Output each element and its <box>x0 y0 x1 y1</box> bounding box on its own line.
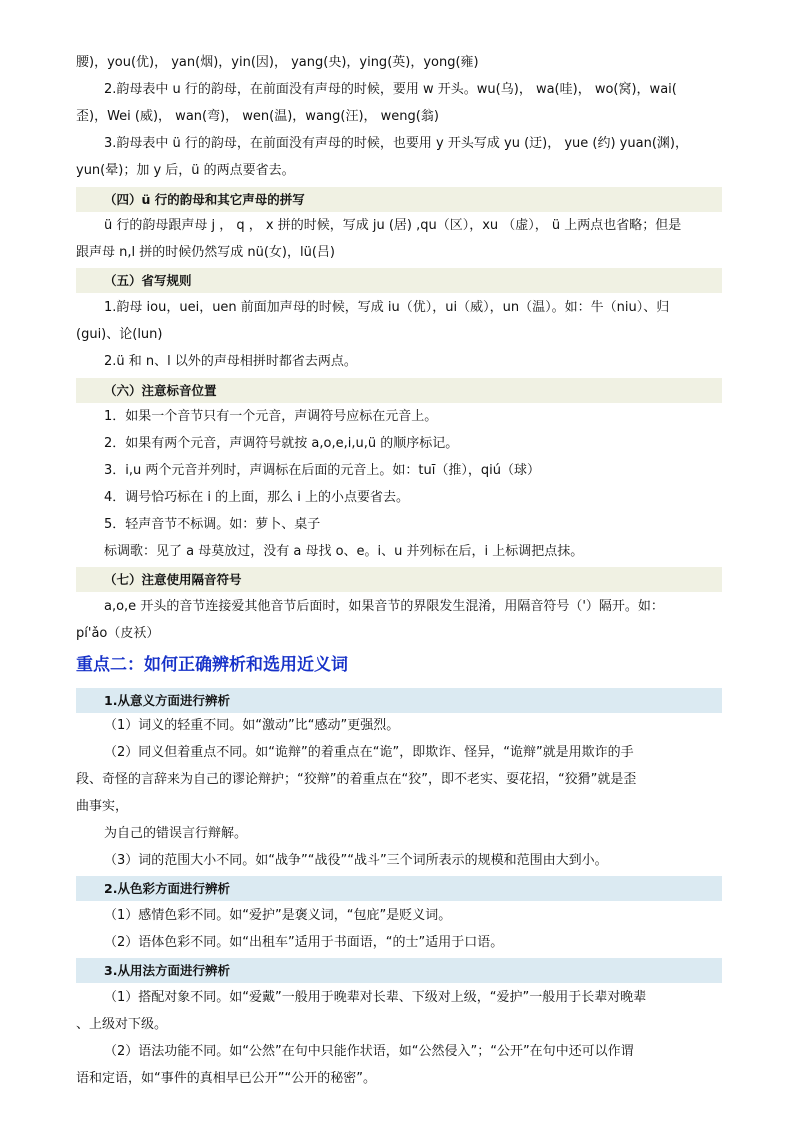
section-heading: 重点二：如何正确辨析和选用近义词 <box>76 655 348 675</box>
subheading: （六）注意标音位置 <box>104 383 217 398</box>
paragraph-line: 、上级对下级。 <box>76 1017 168 1032</box>
paragraph-line: 3．i,u 两个元音并列时，声调标在后面的元音上。如：tuī（推），qiú（球） <box>104 463 540 478</box>
paragraph-line: （1）搭配对象不同。如“爱戴”一般用于晚辈对长辈、下级对上级，“爱护”一般用于长辈对晚辈 <box>104 990 647 1005</box>
subheading: 3.从用法方面进行辨析 <box>104 963 230 978</box>
subheading-band <box>76 187 722 212</box>
subheading-band <box>76 567 722 592</box>
paragraph-line: 标调歌：见了 a 母莫放过，没有 a 母找 o、e。i、u 并列标在后，i 上标调把点抹。 <box>104 544 584 559</box>
paragraph-line: 4．调号恰巧标在 i 的上面，那么 i 上的小点要省去。 <box>104 490 410 505</box>
paragraph-line: 歪)，Wei (威)， wan(弯)， wen(温)，wang(汪)， weng(翁) <box>76 109 439 124</box>
paragraph-line: 语和定语，如“事件的真相早已公开”“公开的秘密”。 <box>76 1071 376 1086</box>
subheading: 2.从色彩方面进行辨析 <box>104 881 230 896</box>
paragraph-line: 跟声母 n,l 拼的时候仍然写成 nü(女)，lü(吕) <box>76 245 335 260</box>
subheading: 1.从意义方面进行辨析 <box>104 693 230 708</box>
paragraph-line: 2.ü 和 n、l 以外的声母相拼时都省去两点。 <box>104 354 357 369</box>
paragraph-line: ü 行的韵母跟声母 j ， q ， x 拼的时候，写成 ju (居) ,qu（区），xu （虚）， ü 上两点也省略；但是 <box>104 218 682 233</box>
paragraph-line: （1）词义的轻重不同。如“激动”比“感动”更强烈。 <box>104 718 400 733</box>
paragraph-line: 1.韵母 iou，uei，uen 前面加声母的时候，写成 iu（优），ui（威），un（温）。如：牛（niu）、归 <box>104 300 670 315</box>
paragraph-line: （2）语法功能不同。如“公然”在句中只能作状语，如“公然侵入”；“公开”在句中还可以作谓 <box>104 1044 634 1059</box>
subheading-band <box>76 688 722 713</box>
paragraph-line: 3.韵母表中 ü 行的韵母，在前面没有声母的时候，也要用 y 开头写成 yu (迂)， yue (约) yuan(渊)， <box>104 136 688 151</box>
paragraph-line: a,o,e 开头的音节连接爱其他音节后面时，如果音节的界限发生混淆，用隔音符号（'）隔开。如： <box>104 599 664 614</box>
paragraph-line: 2.韵母表中 u 行的韵母，在前面没有声母的时候，要用 w 开头。wu(乌)， wa(哇)， wo(窝)，wai( <box>104 82 677 97</box>
subheading-band <box>76 958 722 983</box>
paragraph-line: 为自己的错误言行辩解。 <box>104 826 248 841</box>
paragraph-line: （1）感情色彩不同。如“爱护”是褒义词，“包庇”是贬义词。 <box>104 908 452 923</box>
subheading-band <box>76 378 722 403</box>
paragraph-line: 5．轻声音节不标调。如：萝卜、桌子 <box>104 517 321 532</box>
subheading: （五）省写规则 <box>104 273 192 288</box>
paragraph-line: yun(晕)；加 y 后，ü 的两点要省去。 <box>76 163 295 178</box>
paragraph-line: （3）词的范围大小不同。如“战争”“战役”“战斗”三个词所表示的规模和范围由大到小。 <box>104 853 608 868</box>
paragraph-line: pí'ǎo（皮袄） <box>76 626 160 641</box>
paragraph-line: 1．如果一个音节只有一个元音，声调符号应标在元音上。 <box>104 409 438 424</box>
paragraph-line: (gui)、论(lun) <box>76 327 163 342</box>
paragraph-line: 曲事实， <box>76 799 129 814</box>
subheading-band <box>76 268 722 293</box>
paragraph-line: （2）语体色彩不同。如“出租车”适用于书面语，“的士”适用于口语。 <box>104 935 504 950</box>
paragraph-line: 段、奇怪的言辞来为自己的谬论辩护；“狡辩”的着重点在“狡”，即不老实、耍花招，“狡猾”就是歪 <box>76 772 637 787</box>
subheading: （四）ü 行的韵母和其它声母的拼写 <box>104 192 305 207</box>
paragraph-line: 2．如果有两个元音，声调符号就按 a,o,e,i,u,ü 的顺序标记。 <box>104 436 459 451</box>
subheading: （七）注意使用隔音符号 <box>104 572 242 587</box>
paragraph-line: 腰)，you(优)， yan(烟)，yin(因)， yang(央)，ying(英)，yong(雍) <box>76 55 479 70</box>
paragraph-line: （2）同义但着重点不同。如“诡辩”的着重点在“诡”，即欺诈、怪异，“诡辩”就是用欺诈的手 <box>104 745 634 760</box>
subheading-band <box>76 876 722 901</box>
